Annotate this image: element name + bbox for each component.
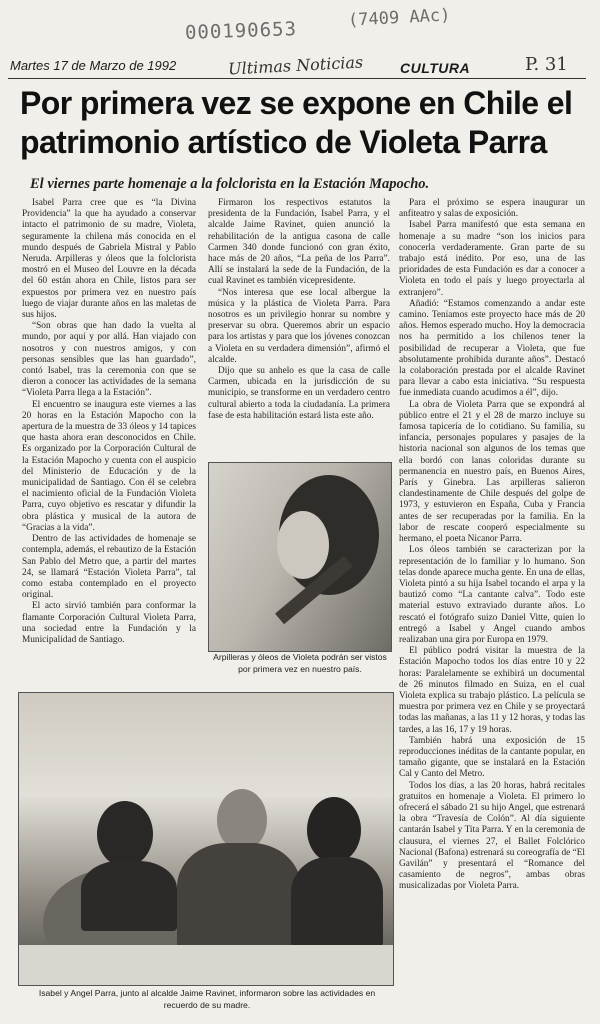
photo-press-conference (18, 692, 394, 986)
paragraph: Dentro de las actividades de homenaje se contempla, además, el rebautizo de la Estación San Pablo del Metro que, a partir del martes 24, se llamará “Estación Violeta Parra”, tal como estaba contemplado en el proyecto original. (22, 534, 196, 601)
paragraph: El encuentro se inaugura este viernes a las 20 horas en la Estación Mapocho con la apertura de la muestra de 33 óleos y 14 tapices que hasta ahora eran desconocidos en Chile. Es organizado por la Corporación Cultural de la Estación Mapocho y cuenta con el auspicio del Ministerio de Educación y de la municipalidad de Santiago. Con él se celebra el nacimiento oficial de la Fundación Violeta Parra, cuyo objetivo es rescatar y difundir la obra plástica y musical de la autora de “Gracias a la vida”. (22, 399, 196, 533)
paragraph: Añadió: “Estamos comenzando a andar este camino. Teníamos este proyecto hace más de 20 años. Hemos esperado mucho. Hoy la democracia nos ha permitido a los chilenos tener la posibilidad de recuperar a Violeta, que fue absolutamente prohibida durante años”. Destacó la colaboración prestada por el alcalde Ravinet para llevar a cabo esta iniciativa. “Su respuesta fue inmediata cuando acudimos a él”, dijo. (399, 298, 585, 399)
person-right-head (307, 797, 361, 863)
paragraph: Isabel Parra manifestó que esta semana en homenaje a su madre “son los inicios para conocerla verdaderamente. Gran parte de su trabajo está inédito. Por eso, una de las prioridades de esta Fundación es dar a conocer a Violeta en todo el país y luego proyectarla al extranjero”. (399, 220, 585, 298)
paragraph: “Nos interesa que ese local albergue la música y la plástica de Violeta Parra. Para nosotros es un privilegio honrar su nombre y preservar su obra. Queremos abrir un espacio para los artistas y para que los jóvenes conozcan a Violeta en su verdadera dimensión”, afirmó el alcalde. (208, 287, 390, 365)
table (19, 945, 393, 985)
column-3 (399, 198, 585, 1010)
section-label: CULTURA (400, 60, 471, 76)
paragraph: El acto sirvió también para conformar la flamante Corporación Cultural Violeta Parra, una sociedad entre la Fundación y la Municipalidad de Santiago. (22, 601, 196, 645)
person-right-body (291, 857, 383, 947)
photo-caption-2: Isabel y Angel Parra, junto al alcalde Jaime Ravinet, informaron sobre las actividades en recuerdo de su madre. (38, 988, 376, 1010)
paragraph: Dijo que su anhelo es que la casa de calle Carmen, ubicada en la jurisdicción de su municipio, se transforme en un verdadero centro cultural abierto a toda la ciudadanía. La primera fase de esta habilitación estará lista este año. (208, 366, 390, 421)
paragraph: Firmaron los respectivos estatutos la presidenta de la Fundación, Isabel Parra, y el alcalde Jaime Ravinet, quien anunció la rehabilitación de la antigua casona de calle Carmen 340 donde funcionó con gran éxito, hace más de 20 años, “La peña de los Parra”. Allí se instalará la sede de la Fundación, de la cual Ravinet es también vicepresidente. (208, 198, 390, 287)
photo-violeta-portrait (208, 462, 392, 652)
paragraph: La obra de Violeta Parra que se expondrá al público entre el 21 y el 28 de marzo incluye su famosa tapicería de lo cotidiano. Su familia, su infancia, personajes populares y pasajes de la historia nacional son algunos de los temas que ella bordó con lanas coloridas durante su permanencia en nuestro país, en Buenos Aires, París y Ginebra. Las arpilleras salieron clandestinamente de Chile después del golpe de 1973, y estuvieron en España, Cuba y Francia antes de ser recuperadas por la familia. En la labor de rescate cooperó especialmente su hermano, el poeta Nicanor Parra. (399, 399, 585, 545)
column-1 (22, 198, 196, 680)
reference-note: (7409 AAc) (347, 5, 451, 31)
paragraph: Los óleos también se caracterizan por la representación de lo familiar y lo humano. Son telas donde aparece mucha gente. En una de ellas, Violeta pintó a su hija Isabel tocando el arpa y la bautizó como “La cantante calva”. Todo este material estuvo extraviado durante años. Lo rescató el fotógrafo suizo Daniel Vitte, quien lo entregó a Isabel y Angel cuando ambos realizaban una gira por Europa en 1979. (399, 545, 585, 645)
person-center-body (177, 843, 301, 953)
person-center-head (217, 789, 267, 851)
paragraph: “Son obras que han dado la vuelta al mundo, por aquí y por allá. Han viajado con nosotros y con nuestros amigos, y con personas sensibles que las han guardado”, contó Isabel, tras la ceremonia con que se dieron a conocer las actividades de la semana “Violeta Parra llega a la Estación”. (22, 321, 196, 399)
paragraph: Para el próximo se espera inaugurar un anfiteatro y salas de exposición. (399, 198, 585, 220)
paragraph: El público podrá visitar la muestra de la Estación Mapocho todos los días entre 10 y 22 horas: Paralelamente se exhibirá un documental de 26 minutos filmado en Suiza, en el cual Violeta explica su trabajo plástico. La película se muestra por primera vez en Chile y se proyectará todas las mañanas, a las 11 y 12 horas, y todas las tardes, a las 16, 17 y 19 horas. (399, 646, 585, 735)
handwritten-source: Ultimas Noticias (227, 52, 364, 79)
handwritten-page: P. 31 (525, 54, 568, 75)
paragraph: También habrá una exposición de 15 reproducciones inéditas de la cantante popular, en tamaño gigante, que se instalará en la Estación Cal y Canto del Metro. (399, 735, 585, 780)
archive-code: 000190653 (184, 18, 298, 44)
person-left-head (97, 801, 153, 867)
subheadline: El viernes parte homenaje a la folclorista en la Estación Mapocho. (30, 176, 430, 192)
photo-caption-1: Arpilleras y óleos de Violeta podrán ser vistos por primera vez en nuestro país. (213, 652, 387, 674)
paragraph: Todos los días, a las 20 horas, habrá recitales gratuitos en homenaje a Violeta. El primero lo ofrecerá el sábado 21 su hijo Angel, que estrenará la obra “Travesía de Colón”. Al día siguiente cantarán Isabel y Tita Parra. Y en la ceremonia de clausura, el viernes 27, el Ballet Folclórico Nacional (Bafona) estrenará su coreografía de “El Gavilán” y presentará el “Romance del casamiento de negros”, ambas obras musicalizadas por Violeta Parra. (399, 780, 585, 892)
headline: Por primera vez se expone en Chile el patrimonio artístico de Violeta Parra (20, 85, 573, 160)
person-left-body (81, 861, 177, 931)
portrait-face (277, 511, 329, 579)
issue-date: Martes 17 de Marzo de 1992 (10, 58, 177, 73)
top-rule (8, 78, 586, 79)
column-2 (208, 198, 390, 460)
paragraph: Isabel Parra cree que es “la Divina Providencia” la que ha ayudado a conservar intacto el patrimonio de su madre, Violeta, seguramente la chilena más conocida en el mundo después de Gabriela Mistral y Pablo Neruda. Arpilleras y óleos que la folclorista mostró en el Museo del Louvre en la década del 60 están ahora en Chile, listos para ser expuestos por primera vez en nuestro país luego de viajar durante años en las maletas de sus hijos. (22, 198, 196, 321)
